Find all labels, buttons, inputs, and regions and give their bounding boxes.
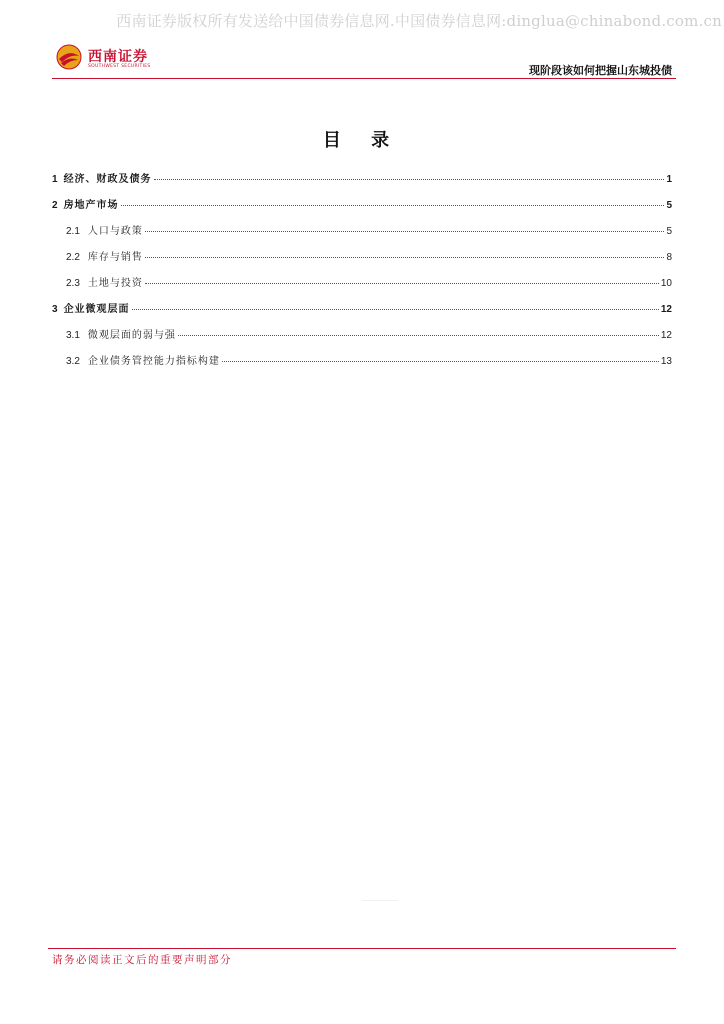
toc-entry-number: 3.1	[66, 330, 80, 341]
toc-dot-leader	[121, 205, 665, 206]
toc-dot-leader	[132, 309, 659, 310]
faint-scan-mark	[362, 900, 398, 901]
logo-chinese-name: 西南证券	[88, 49, 148, 65]
toc-entry-number: 1	[52, 174, 58, 185]
footer-divider	[48, 948, 676, 949]
toc-entry[interactable]	[52, 222, 672, 248]
toc-entry-number: 2.2	[66, 252, 80, 263]
document-title: 现阶段该如何把握山东城投债	[529, 64, 672, 77]
toc-entry-number: 3	[52, 304, 58, 315]
toc-entry-page: 5	[666, 226, 672, 237]
toc-dot-leader	[145, 283, 659, 284]
toc-entry[interactable]	[52, 170, 672, 196]
toc-heading: 目 录	[322, 130, 402, 151]
logo-emblem-icon	[56, 44, 82, 70]
toc-entry-page: 12	[660, 304, 672, 315]
toc-dot-leader	[178, 335, 659, 336]
toc-entry[interactable]	[52, 352, 672, 378]
toc-entry-page: 8	[666, 252, 672, 263]
table-of-contents	[52, 170, 672, 378]
toc-entry-title: 经济、财政及债务	[63, 174, 152, 185]
toc-entry[interactable]	[52, 326, 672, 352]
footer-disclaimer: 请务必阅读正文后的重要声明部分	[52, 954, 232, 966]
company-logo	[56, 44, 176, 76]
toc-dot-leader	[154, 179, 665, 180]
toc-dot-leader	[222, 361, 659, 362]
logo-english-name: SOUTHWEST SECURITIES	[88, 64, 151, 69]
header-divider	[52, 78, 676, 79]
toc-entry-page: 5	[666, 200, 672, 211]
toc-entry-number: 2.3	[66, 278, 80, 289]
toc-entry-title: 微观层面的弱与强	[87, 330, 176, 341]
toc-entry-number: 2.1	[66, 226, 80, 237]
toc-dot-leader	[145, 257, 665, 258]
toc-entry-page: 13	[660, 356, 672, 367]
toc-entry-page: 1	[666, 174, 672, 185]
toc-entry-title: 土地与投资	[87, 278, 143, 289]
toc-entry-title: 房地产市场	[63, 200, 119, 211]
toc-entry-number: 2	[52, 200, 58, 211]
toc-entry-page: 12	[660, 330, 672, 341]
toc-dot-leader	[145, 231, 665, 232]
toc-entry-title: 企业微观层面	[63, 304, 130, 315]
toc-entry-number: 3.2	[66, 356, 80, 367]
page-header	[52, 40, 676, 80]
toc-entry[interactable]	[52, 300, 672, 326]
toc-entry[interactable]	[52, 196, 672, 222]
watermark-text: 西南证券版权所有发送给中国债券信息网.中国债券信息网:dinglua@chinabond.com.cn	[116, 12, 722, 30]
toc-entry[interactable]	[52, 248, 672, 274]
toc-entry-page: 10	[660, 278, 672, 289]
toc-entry-title: 人口与政策	[87, 226, 143, 237]
toc-entry-title: 库存与销售	[87, 252, 143, 263]
toc-entry-title: 企业债务管控能力指标构建	[87, 356, 220, 367]
toc-entry[interactable]	[52, 274, 672, 300]
